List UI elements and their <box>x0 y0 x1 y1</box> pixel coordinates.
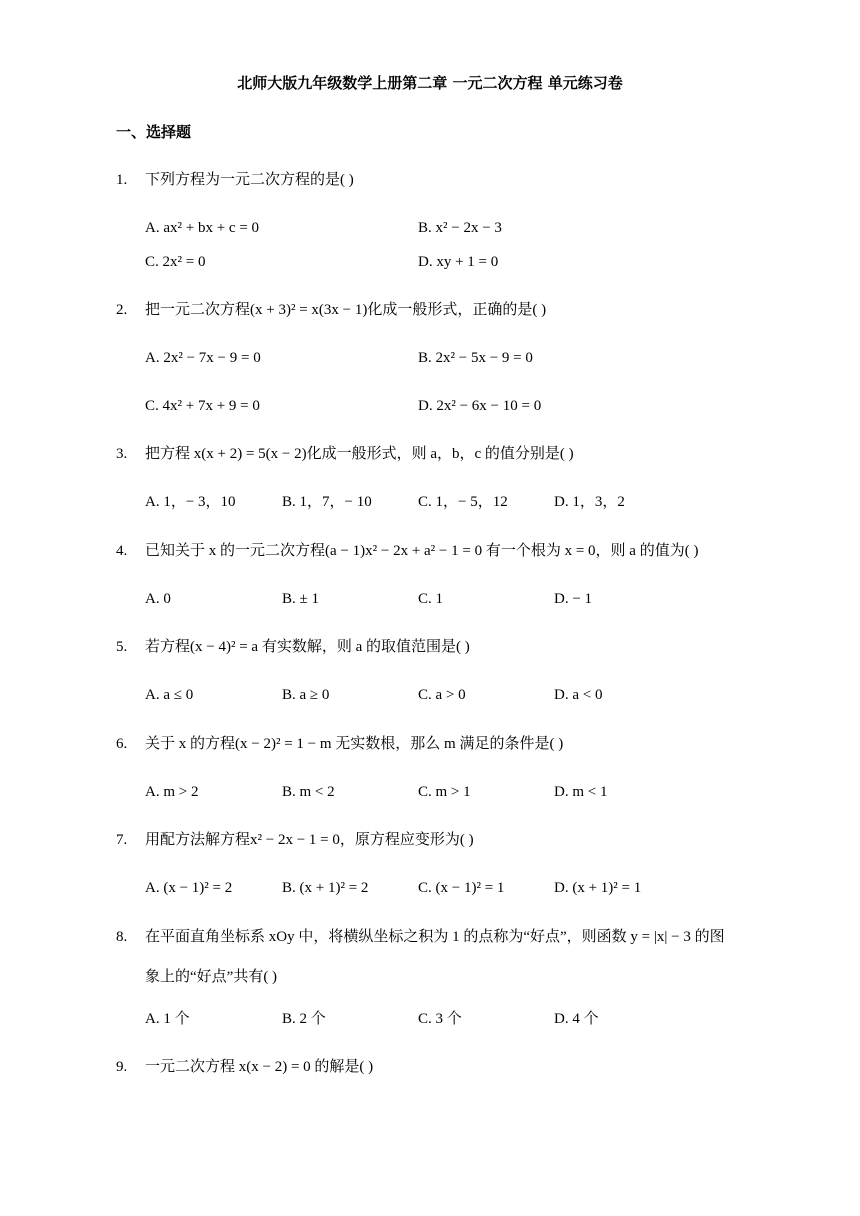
option-b: B. 1，7，− 10 <box>282 494 372 510</box>
question-number: 6. <box>116 736 128 752</box>
question-2 <box>116 295 756 325</box>
option-c: C. 1 <box>418 591 444 607</box>
question-stem: 用配方法解方程x² − 2x − 1 = 0，原方程应变形为( ) <box>145 832 474 848</box>
option-d: D. (x + 1)² = 1 <box>554 880 642 896</box>
question-stem: 把一元二次方程(x + 3)² = x(3x − 1)化成一般形式，正确的是( ) <box>145 302 547 318</box>
option-c: C. 1，− 5，12 <box>418 494 508 510</box>
option-b: B. a ≥ 0 <box>282 687 330 703</box>
option-c: C. (x − 1)² = 1 <box>418 880 505 896</box>
option-a: A. 1 个 <box>145 1011 190 1027</box>
option-d: D. 1，3，2 <box>554 494 625 510</box>
option-b: B. 2x² − 5x − 9 = 0 <box>418 350 533 366</box>
question-9 <box>116 1052 756 1082</box>
question-stem-continued: 象上的“好点”共有( ) <box>145 969 278 985</box>
question-5 <box>116 632 756 662</box>
question-number: 5. <box>116 639 128 655</box>
question-number: 9. <box>116 1059 128 1075</box>
option-d: D. m < 1 <box>554 784 608 800</box>
question-stem: 若方程(x − 4)² = a 有实数解，则 a 的取值范围是( ) <box>145 639 470 655</box>
option-a: A. 0 <box>145 591 171 607</box>
question-6 <box>116 729 756 759</box>
option-d: D. 2x² − 6x − 10 = 0 <box>418 398 542 414</box>
question-stem: 已知关于 x 的一元二次方程(a − 1)x² − 2x + a² − 1 = 0 有一个根为 x = 0，则 a 的值为( ) <box>145 543 699 559</box>
question-1 <box>116 165 756 195</box>
option-c: C. 2x² = 0 <box>145 254 206 270</box>
question-stem: 在平面直角坐标系 xOy 中，将横纵坐标之积为 1 的点称为“好点”，则函数 y = |x| − 3 的图 <box>145 929 725 945</box>
question-number: 2. <box>116 302 128 318</box>
option-a: A. 1，− 3，10 <box>145 494 236 510</box>
question-8 <box>116 922 756 992</box>
option-c: C. a > 0 <box>418 687 466 703</box>
question-number: 1. <box>116 172 128 188</box>
option-c: C. 4x² + 7x + 9 = 0 <box>145 398 260 414</box>
option-a: A. 2x² − 7x − 9 = 0 <box>145 350 261 366</box>
question-stem: 一元二次方程 x(x − 2) = 0 的解是( ) <box>145 1059 374 1075</box>
option-a: A. m > 2 <box>145 784 199 800</box>
section-heading: 一、选择题 <box>116 123 192 141</box>
option-a: A. ax² + bx + c = 0 <box>145 220 260 236</box>
option-b: B. x² − 2x − 3 <box>418 220 502 236</box>
question-stem: 关于 x 的方程(x − 2)² = 1 − m 无实数根，那么 m 满足的条件是( ) <box>145 736 564 752</box>
option-b: B. m < 2 <box>282 784 335 800</box>
question-number: 8. <box>116 929 128 945</box>
option-c: C. 3 个 <box>418 1011 462 1027</box>
question-number: 4. <box>116 543 128 559</box>
question-7 <box>116 825 756 855</box>
question-number: 7. <box>116 832 128 848</box>
question-stem: 下列方程为一元二次方程的是( ) <box>145 172 354 188</box>
option-a: A. (x − 1)² = 2 <box>145 880 233 896</box>
option-b: B. ± 1 <box>282 591 319 607</box>
option-a: A. a ≤ 0 <box>145 687 194 703</box>
option-d: D. xy + 1 = 0 <box>418 254 499 270</box>
option-c: C. m > 1 <box>418 784 471 800</box>
option-d: D. 4 个 <box>554 1011 599 1027</box>
page-title: 北师大版九年级数学上册第二章 一元二次方程 单元练习卷 <box>237 74 623 92</box>
question-3 <box>116 439 756 469</box>
question-number: 3. <box>116 446 128 462</box>
option-d: D. − 1 <box>554 591 593 607</box>
question-4 <box>116 536 756 566</box>
option-b: B. 2 个 <box>282 1011 326 1027</box>
option-b: B. (x + 1)² = 2 <box>282 880 369 896</box>
option-d: D. a < 0 <box>554 687 603 703</box>
question-stem: 把方程 x(x + 2) = 5(x − 2)化成一般形式，则 a，b，c 的值分别是( ) <box>145 446 574 462</box>
